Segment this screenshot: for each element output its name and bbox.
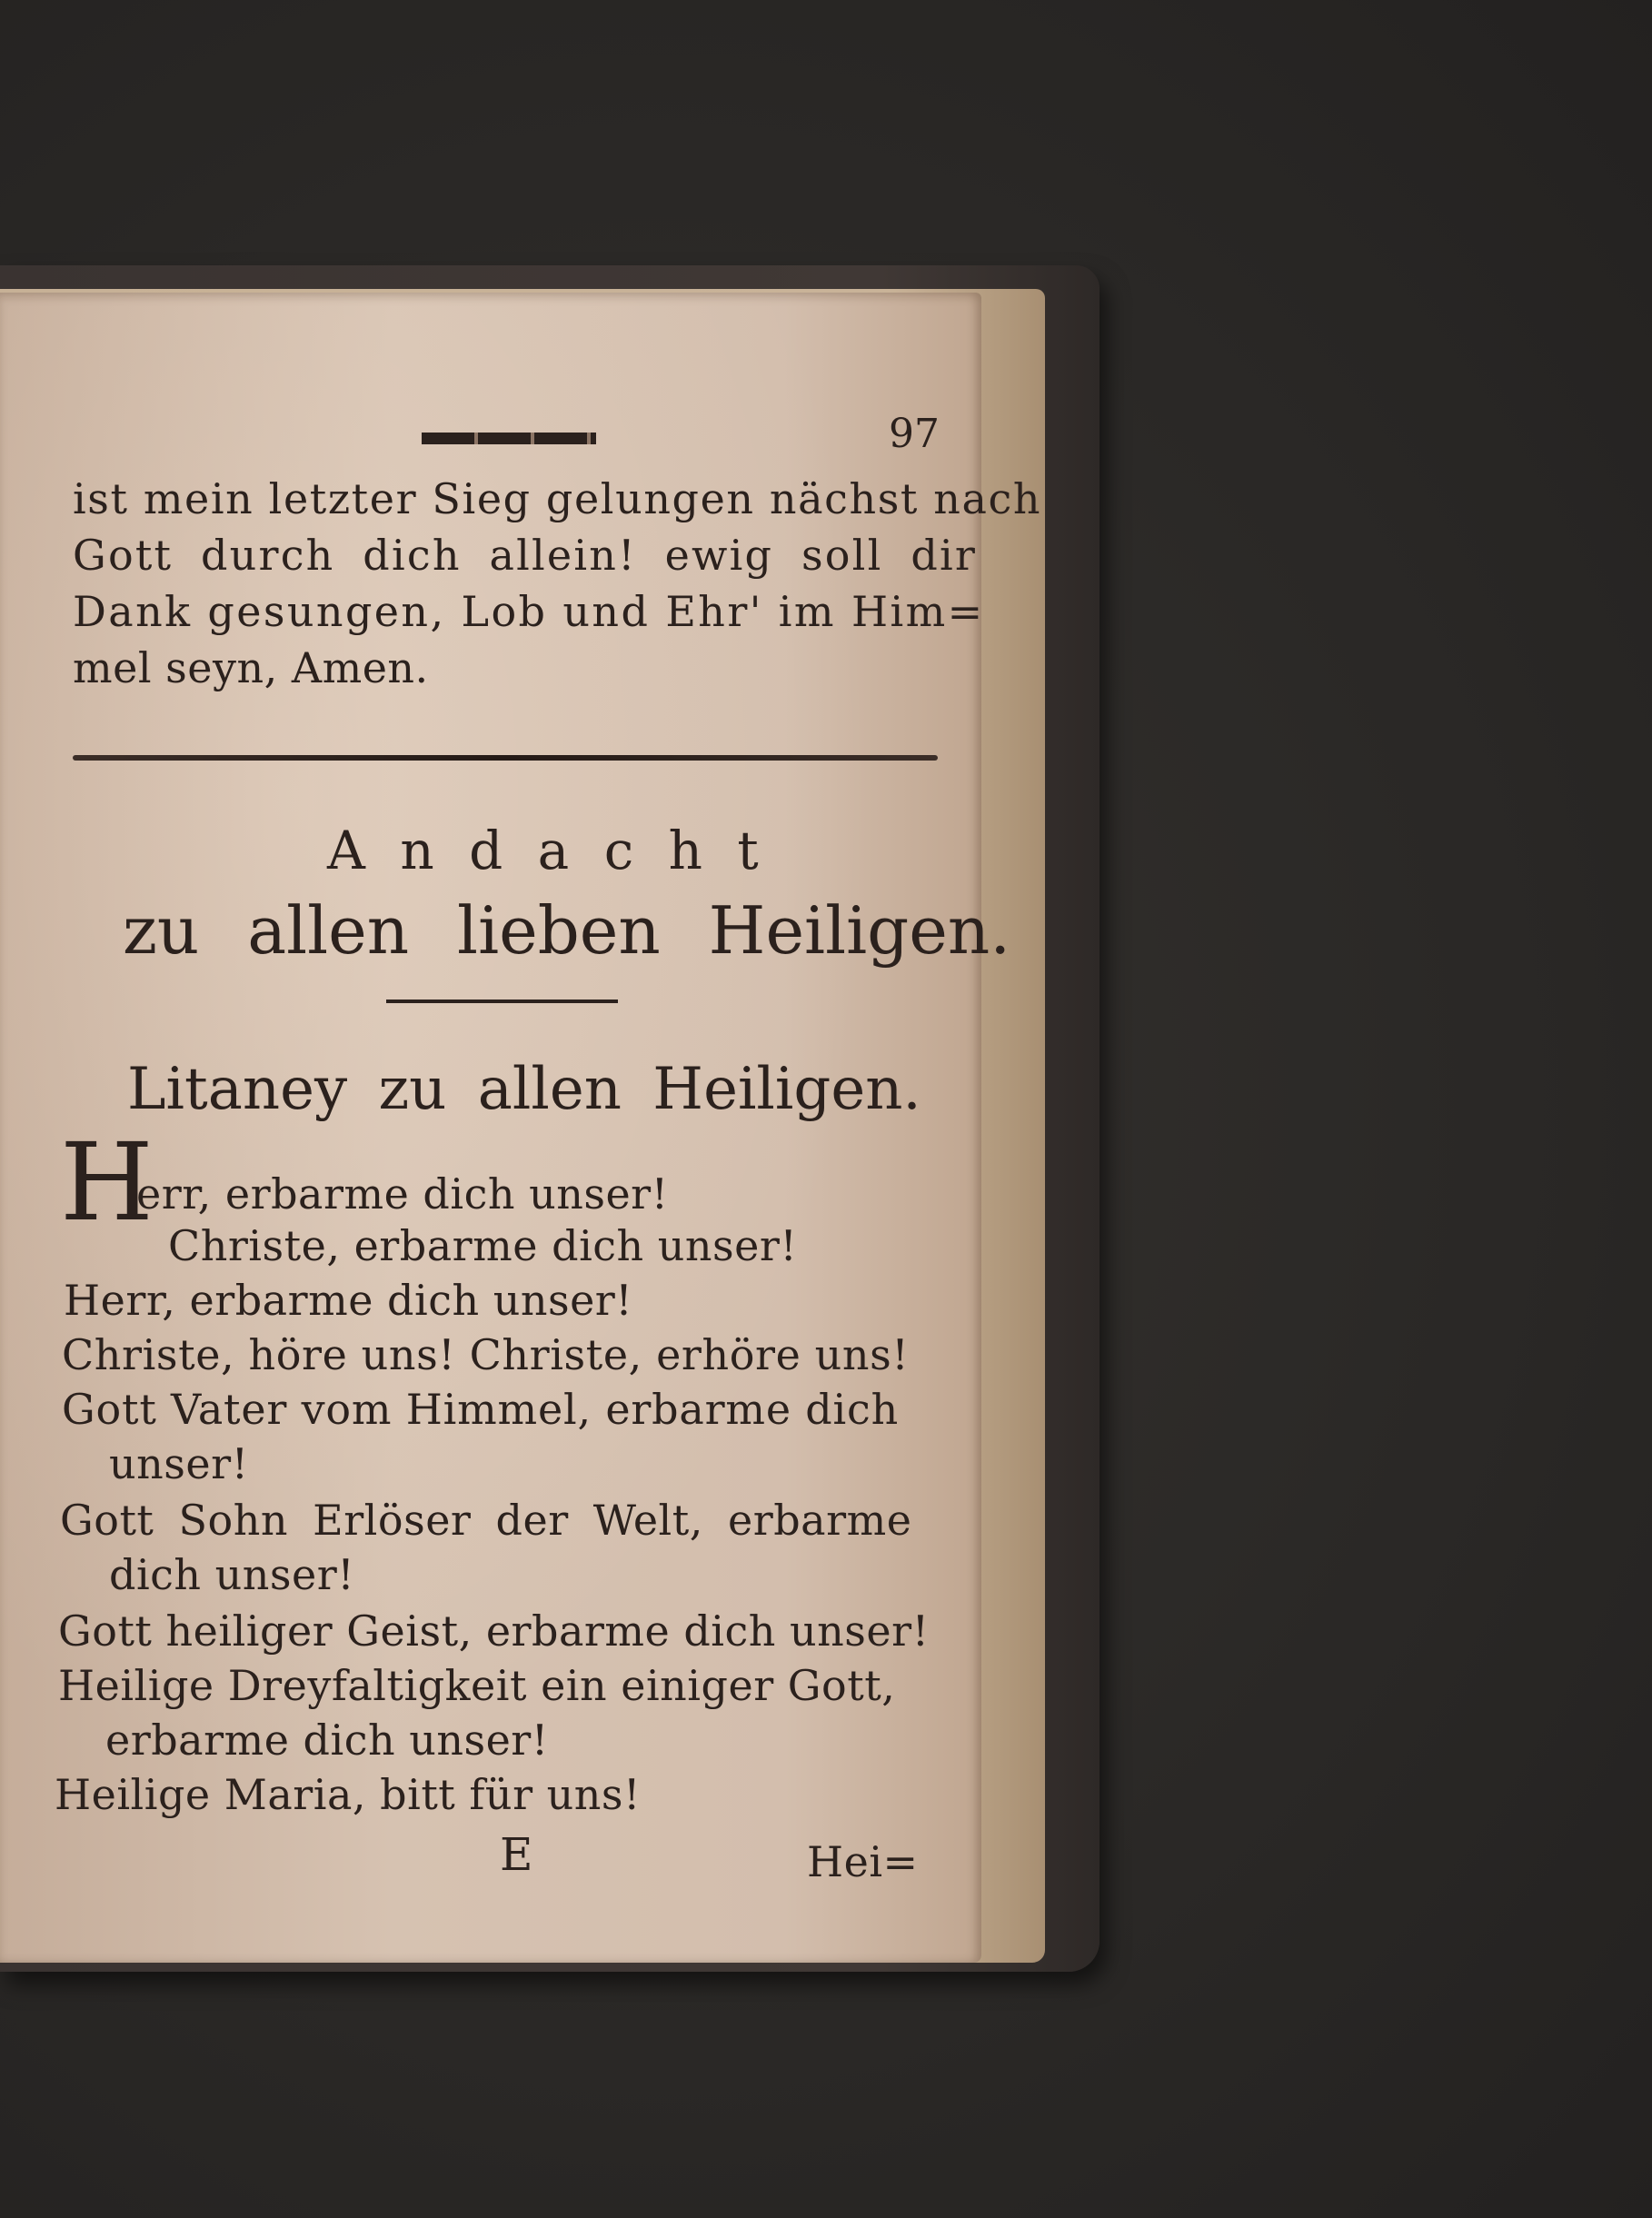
litany-line-11: erbarme dich unser! [105,1716,549,1765]
catchword: Hei= [807,1837,919,1886]
continuation-line-1: ist mein letzter Sieg gelungen nächst nach [73,474,1042,523]
header-ornament [422,433,596,444]
book-page [0,293,1042,1963]
litany-line-1: err, erbarme dich unser! [136,1169,669,1218]
litany-line-6: unser! [109,1439,249,1488]
litany-line-5: Gott Vater vom Himmel, erbarme dich [62,1385,900,1434]
continuation-line-3: Dank gesungen, Lob und Ehr' im Him= [73,587,985,636]
drop-cap: H [60,1119,154,1245]
section-divider [73,755,938,761]
continuation-line-2: Gott durch dich allein! ewig soll dir [73,531,978,580]
litany-line-4: Christe, höre uns! Christe, erhöre uns! [62,1330,910,1379]
continuation-line-4: mel seyn, Amen. [73,643,429,692]
litany-title: Litaney zu allen Heiligen. [127,1056,921,1123]
litany-line-7: Gott Sohn Erlöser der Welt, erbarme [60,1496,912,1545]
litany-line-3: Herr, erbarme dich unser! [64,1276,633,1325]
litany-line-2: Christe, erbarme dich unser! [168,1221,798,1270]
signature-mark: E [500,1828,533,1881]
page-number: 97 [889,411,940,457]
litany-line-12: Heilige Maria, bitt für uns! [55,1770,642,1819]
heading-spaced: A n d a c h t [327,820,768,881]
litany-line-9: Gott heiliger Geist, erbarme dich unser! [58,1606,930,1656]
heading-main: zu allen lieben Heiligen. [123,892,1011,969]
litany-line-10: Heilige Dreyfaltigkeit ein einiger Gott, [58,1661,896,1710]
heading-rule [386,1000,618,1003]
litany-line-8: dich unser! [109,1550,355,1599]
